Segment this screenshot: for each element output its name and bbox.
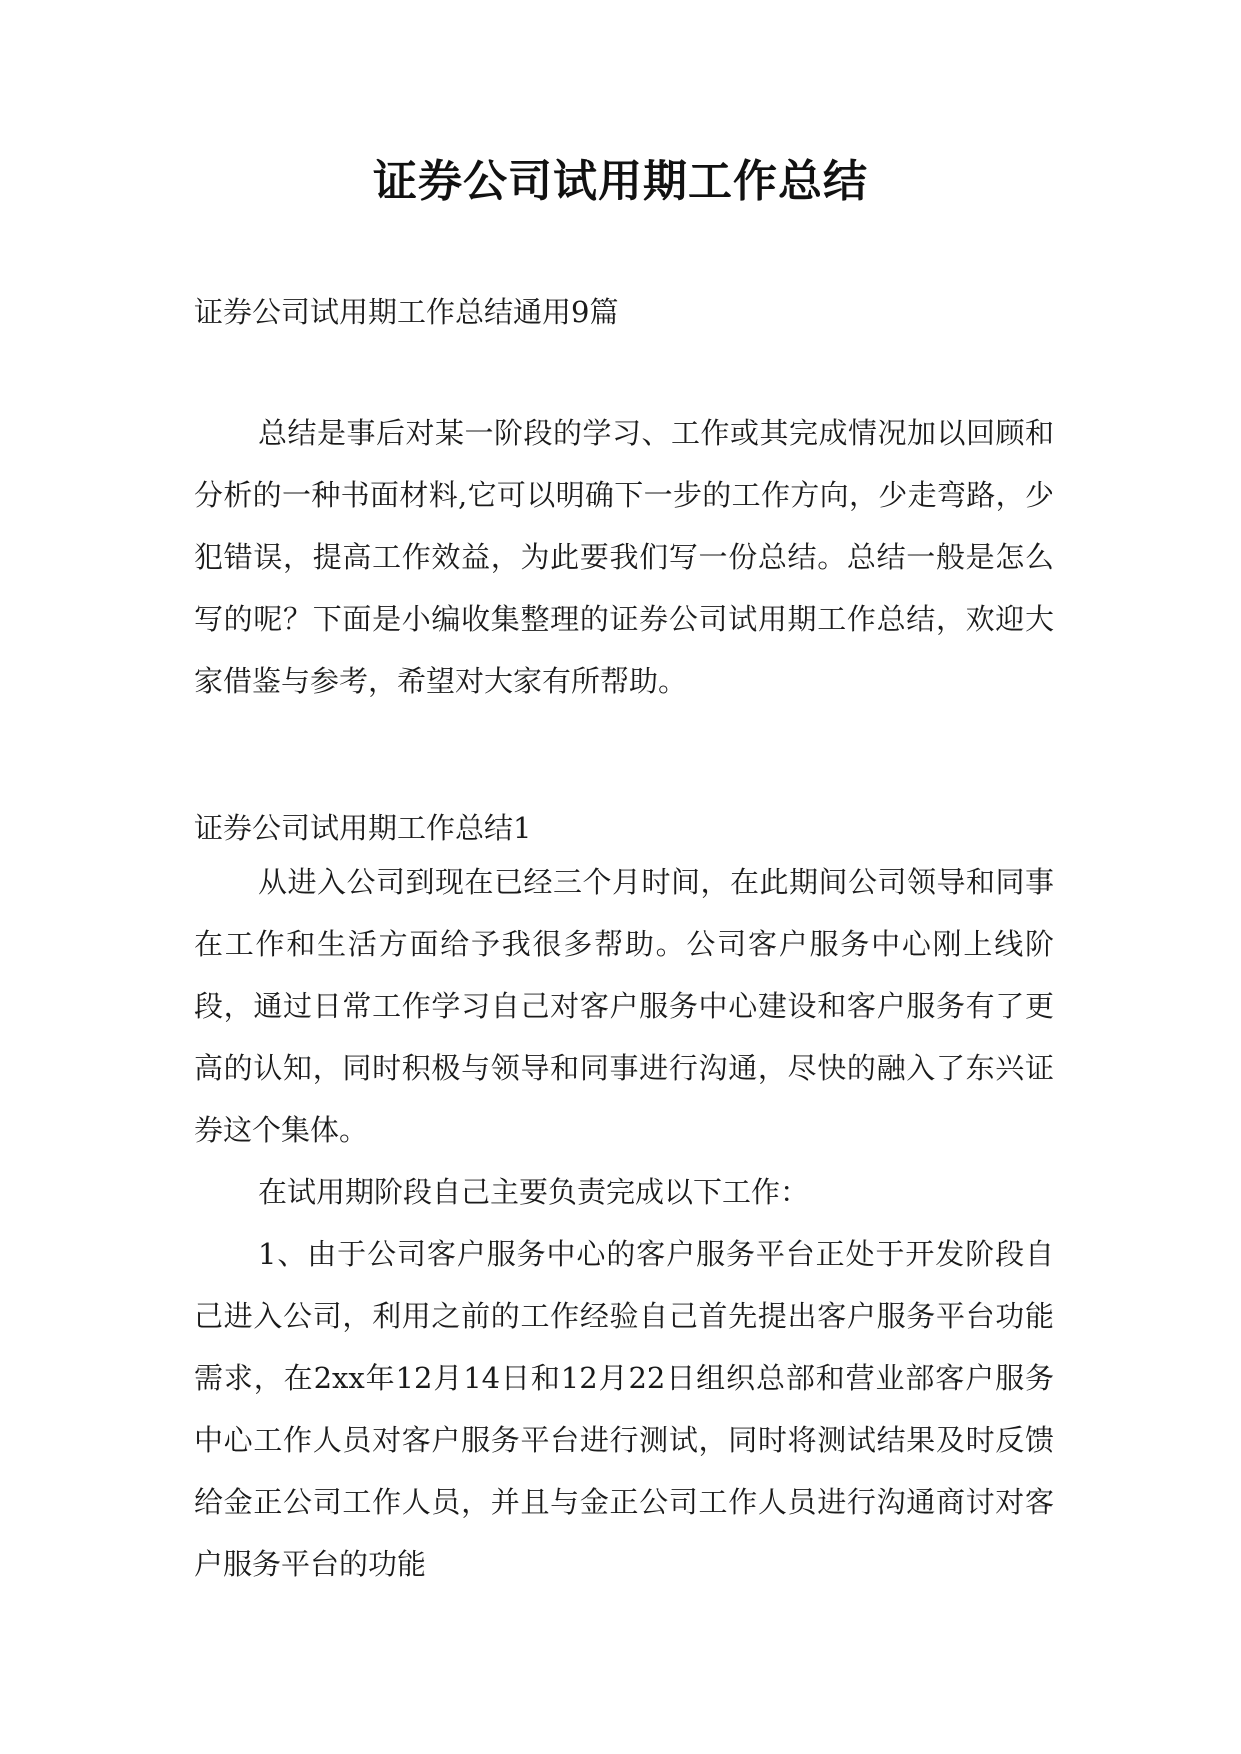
- document-subtitle: 证券公司试用期工作总结通用9篇: [194, 295, 619, 329]
- section-1-paragraph-1: 从进入公司到现在已经三个月时间，在此期间公司领导和同事在工作和生活方面给予我很多帮助。公司客户服务中心刚上线阶段，通过日常工作学习自己对客户服务中心建设和客户服务有了更高的认知，同时积极与领导和同事进行沟通，尽快的融入了东兴证券这个集体。: [194, 865, 1054, 1147]
- intro-paragraph: 总结是事后对某一阶段的学习、工作或其完成情况加以回顾和分析的一种书面材料,它可以明确下一步的工作方向，少走弯路，少犯错误，提高工作效益，为此要我们写一份总结。总结一般是怎么写的呢？下面是小编收集整理的证券公司试用期工作总结，欢迎大家借鉴与参考，希望对大家有所帮助。: [194, 416, 1054, 698]
- document-title: 证券公司试用期工作总结: [373, 156, 868, 207]
- section-1-paragraph-3: 1、由于公司客户服务中心的客户服务平台正处于开发阶段自己进入公司，利用之前的工作经验自己首先提出客户服务平台功能需求，在2xx年12月14日和12月22日组织总部和营业部客户服务中心工作人员对客户服务平台进行测试，同时将测试结果及时反馈给金正公司工作人员，并且与金正公司工作人员进行沟通商讨对客户服务平台的功能: [194, 1237, 1054, 1581]
- section-heading-1: 证券公司试用期工作总结1: [194, 811, 532, 845]
- section-1-paragraph-2: 在试用期阶段自己主要负责完成以下工作：: [258, 1175, 810, 1209]
